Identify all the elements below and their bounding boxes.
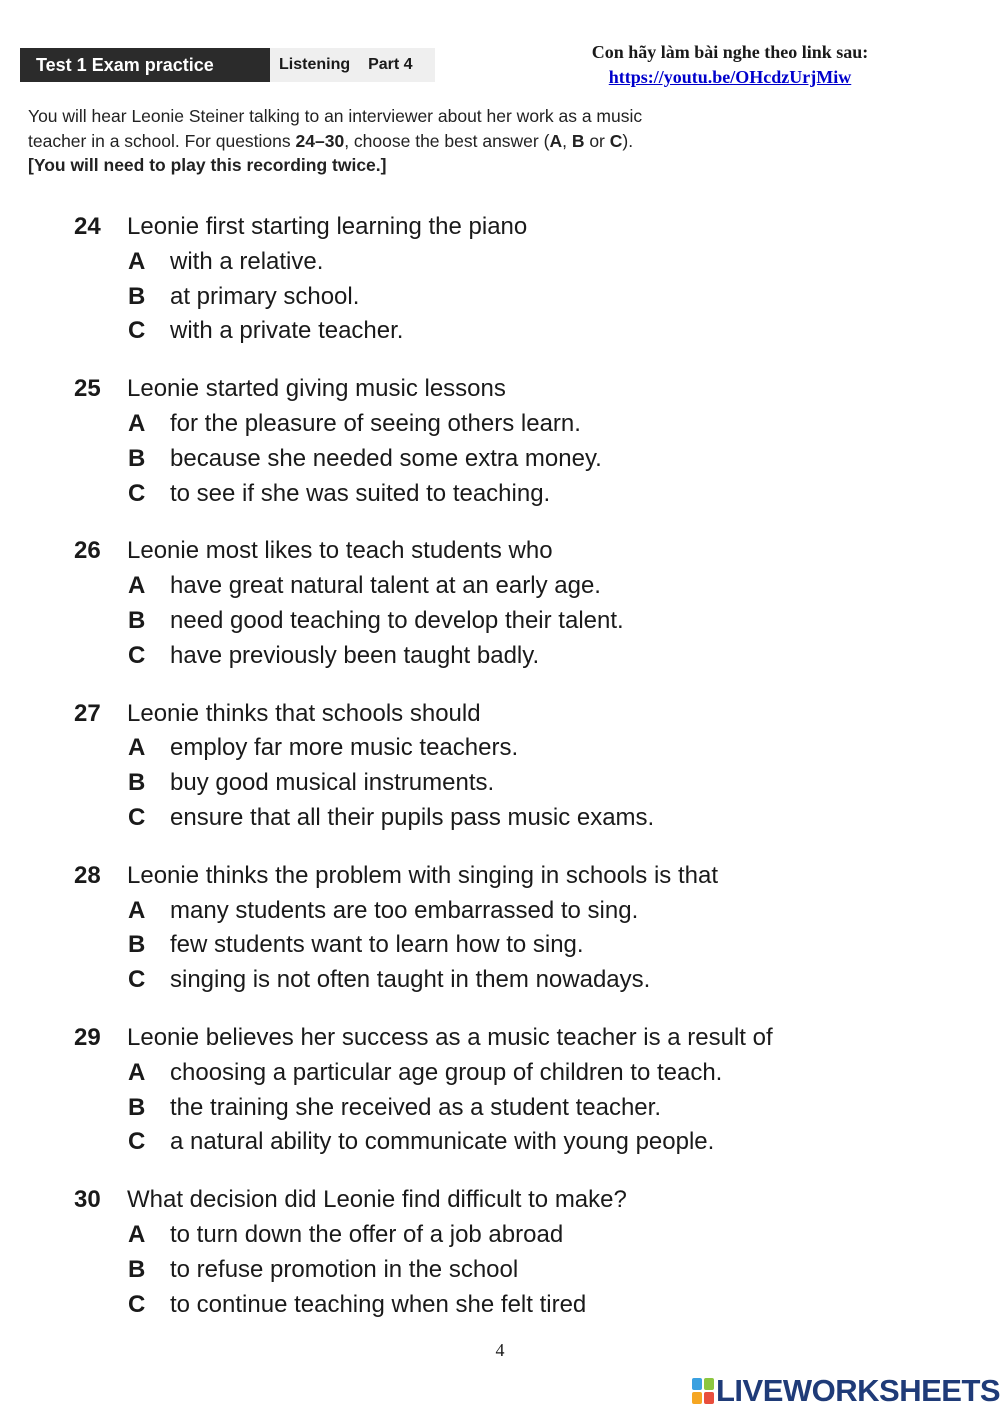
question-28	[74, 859, 934, 998]
option-b[interactable]	[74, 1253, 934, 1288]
option-letter: B	[128, 444, 146, 472]
option-b[interactable]	[74, 442, 934, 477]
option-text: singing is not often taught in them nowadays.	[170, 966, 651, 994]
option-text: employ far more music teachers.	[170, 734, 519, 762]
option-c[interactable]	[74, 1125, 934, 1160]
option-letter: C	[128, 1128, 146, 1156]
option-a[interactable]	[74, 245, 934, 280]
youtube-link[interactable]: https://youtu.be/OHcdzUrjMiw	[608, 67, 852, 87]
link-note-text: Con hãy làm bài nghe theo link sau:	[591, 42, 869, 62]
option-text: buy good musical instruments.	[170, 769, 495, 797]
question-text: Leonie first starting learning the piano	[127, 213, 528, 240]
option-b[interactable]	[74, 280, 934, 315]
question-29	[74, 1021, 934, 1160]
option-text: the training she received as a student teacher.	[170, 1093, 661, 1121]
option-b[interactable]	[74, 1091, 934, 1126]
option-text: to refuse promotion in the school	[170, 1255, 519, 1283]
link-note	[560, 40, 900, 90]
option-text: to turn down the offer of a job abroad	[170, 1220, 564, 1248]
option-letter: B	[128, 1255, 146, 1283]
question-number: 29	[74, 1023, 101, 1051]
option-b[interactable]	[74, 604, 934, 639]
question-number: 24	[74, 213, 101, 240]
section-name: Listening	[279, 56, 351, 73]
option-a[interactable]	[74, 1218, 934, 1253]
option-letter: C	[128, 966, 146, 994]
option-c[interactable]	[74, 801, 934, 836]
question-text: Leonie believes her success as a music teacher is a result of	[127, 1023, 773, 1051]
question-number: 27	[74, 699, 101, 727]
option-letter: B	[128, 1093, 146, 1121]
option-a[interactable]	[74, 731, 934, 766]
option-a[interactable]	[74, 407, 934, 442]
option-text: to see if she was suited to teaching.	[170, 479, 551, 507]
option-letter: A	[128, 409, 146, 437]
option-text: for the pleasure of seeing others learn.	[170, 409, 581, 437]
section-label	[270, 48, 435, 82]
question-25	[74, 372, 934, 511]
option-a[interactable]	[74, 894, 934, 929]
option-c[interactable]	[74, 477, 934, 512]
option-letter: A	[128, 1058, 146, 1086]
question-number: 25	[74, 375, 101, 403]
question-text: Leonie started giving music lessons	[127, 375, 506, 403]
question-24	[74, 210, 934, 349]
option-text: need good teaching to develop their talent.	[170, 606, 624, 634]
option-b[interactable]	[74, 766, 934, 801]
option-text: with a private teacher.	[170, 317, 404, 345]
option-letter: B	[128, 931, 146, 959]
option-text: have previously been taught badly.	[170, 641, 540, 669]
question-number: 30	[74, 1186, 101, 1214]
part-name: Part 4	[368, 56, 413, 73]
question-text: Leonie thinks that schools should	[127, 699, 481, 727]
option-text: at primary school.	[170, 282, 360, 310]
option-letter: A	[128, 896, 146, 924]
question-27	[74, 697, 934, 836]
logo-text: LIVEWORKSHEETS	[716, 1373, 1000, 1408]
option-letter: C	[128, 1290, 146, 1318]
option-letter: C	[128, 641, 146, 669]
instructions: You will hear Leonie Steiner talking to an interviewer about her work as a music teacher in a school. For questions 24–30, choose the best answer (A, B or C). [You will need to play this recording twice.]	[28, 106, 643, 175]
question-text: Leonie most likes to teach students who	[127, 537, 553, 565]
option-text: many students are too embarrassed to sing.	[170, 896, 639, 924]
option-text: with a relative.	[170, 247, 324, 275]
option-letter: B	[128, 769, 146, 797]
option-letter: C	[128, 479, 146, 507]
liveworksheets-logo	[692, 1374, 1000, 1408]
option-letter: B	[128, 282, 146, 310]
exam-header	[20, 48, 435, 82]
page-number: 4	[495, 1340, 505, 1360]
option-text: have great natural talent at an early age.	[170, 572, 601, 600]
option-letter: C	[128, 803, 146, 831]
option-a[interactable]	[74, 569, 934, 604]
option-text: few students want to learn how to sing.	[170, 931, 584, 959]
option-letter: B	[128, 606, 146, 634]
option-text: because she needed some extra money.	[170, 444, 602, 472]
question-number: 28	[74, 861, 101, 889]
option-letter: A	[128, 1220, 146, 1248]
option-letter: A	[128, 572, 146, 600]
option-letter: C	[128, 317, 146, 345]
option-text: to continue teaching when she felt tired	[170, 1290, 587, 1318]
option-c[interactable]	[74, 963, 934, 998]
option-text: ensure that all their pupils pass music exams.	[170, 803, 655, 831]
question-list	[74, 210, 934, 1345]
option-text: choosing a particular age group of children to teach.	[170, 1058, 723, 1086]
question-26	[74, 534, 934, 673]
option-c[interactable]	[74, 314, 934, 349]
question-text: What decision did Leonie find difficult to make?	[127, 1186, 627, 1214]
question-30	[74, 1183, 934, 1322]
option-b[interactable]	[74, 928, 934, 963]
question-number: 26	[74, 537, 101, 565]
option-text: a natural ability to communicate with young people.	[170, 1128, 715, 1156]
option-letter: A	[128, 247, 146, 275]
question-text: Leonie thinks the problem with singing in schools is that	[127, 861, 718, 889]
liveworksheets-logo-icon	[692, 1378, 714, 1404]
option-c[interactable]	[74, 639, 934, 674]
test-label: Test 1 Exam practice	[20, 48, 270, 82]
option-letter: A	[128, 734, 146, 762]
option-a[interactable]	[74, 1056, 934, 1091]
option-c[interactable]	[74, 1288, 934, 1323]
